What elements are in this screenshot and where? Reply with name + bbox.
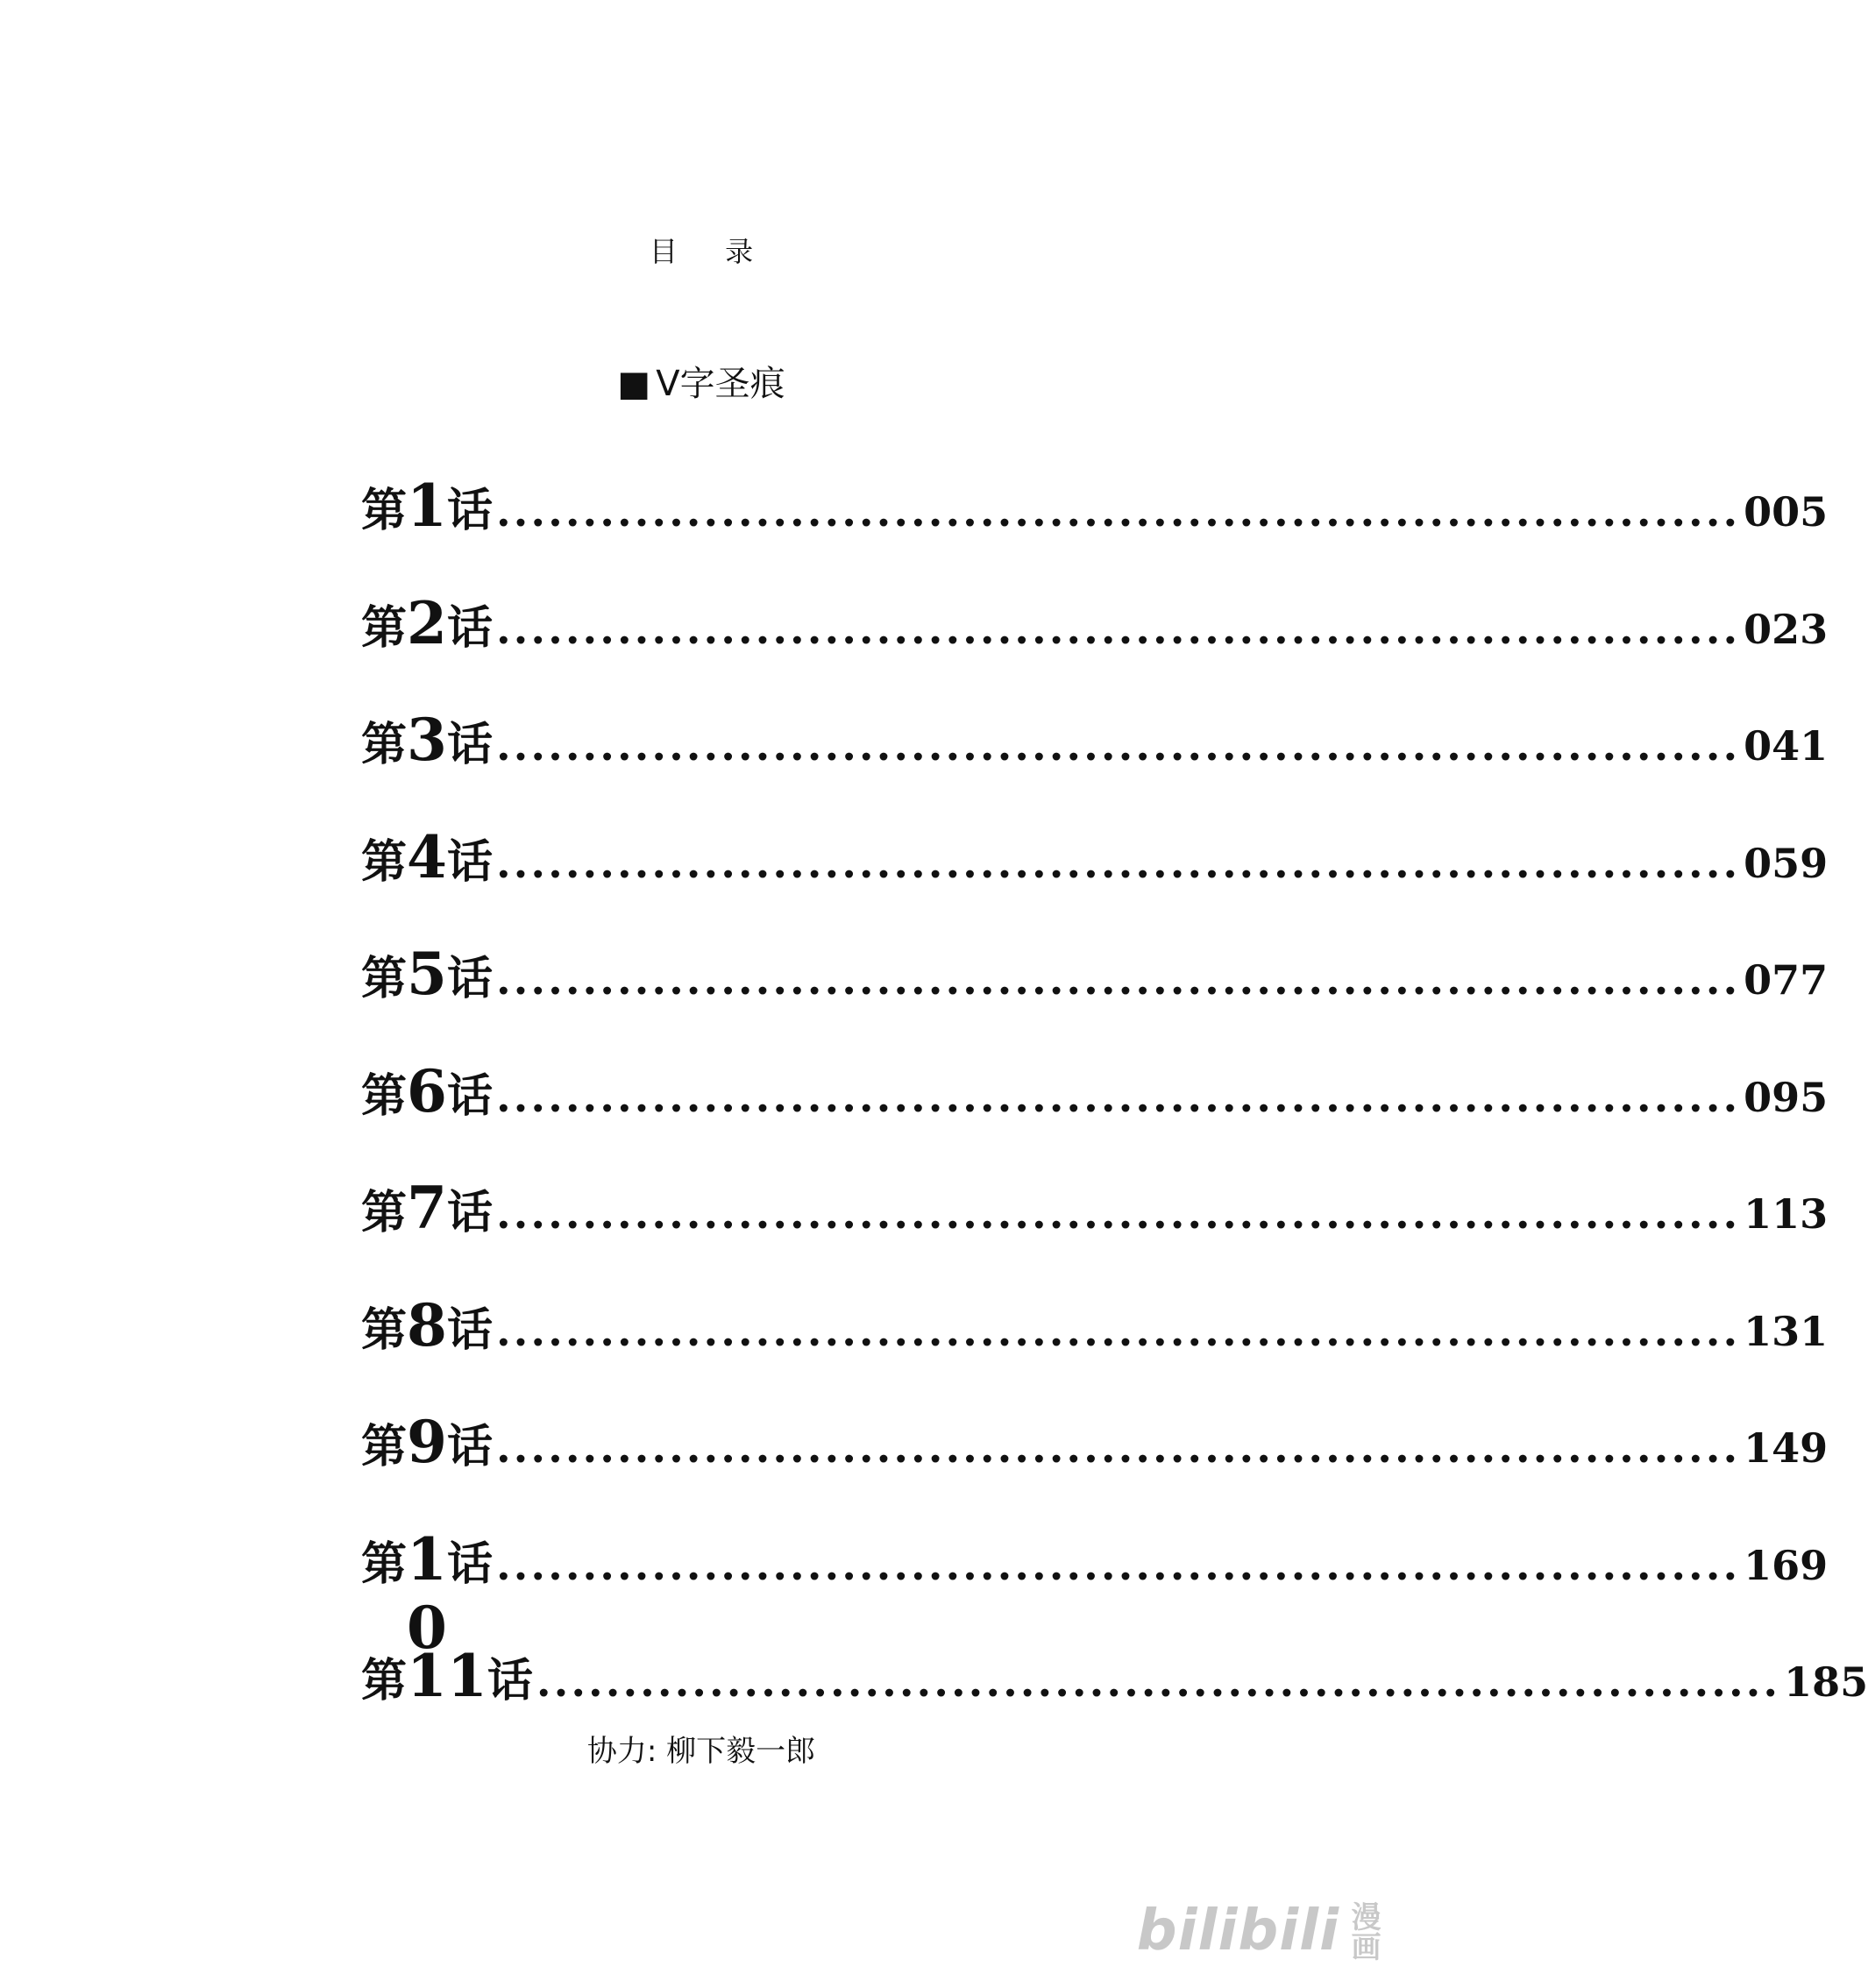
page-number: 005	[1744, 488, 1829, 536]
dot-leader: ........................................................................	[495, 838, 1741, 888]
page-number: 149	[1744, 1424, 1829, 1472]
manga-label: 漫画	[1346, 1901, 1381, 1961]
page-number: 059	[1744, 839, 1829, 887]
chapter-prefix: 第	[361, 952, 408, 1005]
chapter-prefix: 第	[361, 600, 408, 655]
dot-leader: ........................................................................	[495, 487, 1741, 536]
table-of-contents	[361, 472, 1868, 1759]
toc-entry[interactable]	[361, 706, 1829, 823]
chapter-suffix: 话	[446, 952, 493, 1005]
chapter-prefix: 第	[361, 1420, 408, 1473]
dot-leader: ........................................................................	[495, 955, 1741, 1005]
chapter-prefix: 第	[361, 834, 408, 889]
dot-leader: ........................................................................	[495, 1424, 1741, 1473]
chapter-prefix: 第	[361, 1537, 408, 1591]
chapter-number: 6	[407, 1056, 447, 1125]
dot-leader: ........................................................................	[536, 1658, 1781, 1707]
dot-leader: ........................................................................	[495, 1189, 1741, 1239]
chapter-suffix: 话	[446, 1186, 493, 1239]
chapter-suffix: 话	[446, 1303, 493, 1357]
section-title: V字圣痕	[656, 364, 785, 404]
toc-entry[interactable]	[361, 588, 1829, 706]
chapter-number: 3	[407, 706, 447, 774]
page-number: 169	[1744, 1541, 1829, 1589]
toc-entry[interactable]	[361, 1056, 1829, 1175]
chapter-number: 5	[407, 940, 447, 1008]
credit-line: 协力: 柳下毅一郎	[586, 1734, 816, 1769]
chapter-prefix: 第	[361, 1303, 408, 1357]
section-heading	[0, 356, 1403, 406]
toc-entry[interactable]	[361, 822, 1829, 941]
page-number: 185	[1784, 1658, 1868, 1706]
chapter-suffix: 话	[446, 1069, 493, 1123]
bilibili-watermark	[1137, 1899, 1380, 1963]
chapter-number: 8	[407, 1290, 447, 1360]
page-number: 041	[1744, 722, 1829, 770]
chapter-number: 7	[407, 1174, 447, 1242]
toc-entry[interactable]	[361, 472, 1829, 589]
chapter-number: 2	[407, 588, 447, 657]
chapter-suffix: 话	[446, 484, 493, 537]
chapter-prefix: 第	[361, 718, 408, 771]
chapter-prefix: 第	[361, 1069, 408, 1123]
bilibili-logo: bilibili	[1136, 1899, 1339, 1963]
toc-entry[interactable]	[361, 1290, 1829, 1409]
chapter-prefix: 第	[361, 484, 408, 537]
chapter-suffix: 话	[446, 600, 493, 655]
chapter-suffix: 话	[446, 718, 493, 771]
toc-entry[interactable]	[361, 1524, 1829, 1662]
toc-entry[interactable]	[361, 1174, 1829, 1291]
chapter-suffix: 话	[446, 1420, 493, 1473]
chapter-number: 1	[407, 472, 447, 540]
chapter-prefix: 第	[361, 1654, 408, 1708]
chapter-suffix: 话	[487, 1654, 533, 1708]
toc-entry[interactable]	[361, 1408, 1829, 1525]
square-marker-icon: ■	[617, 364, 651, 404]
dot-leader: ........................................................................	[495, 1540, 1741, 1590]
chapter-number: 9	[407, 1408, 447, 1476]
toc-entry[interactable]	[361, 940, 1829, 1057]
dot-leader: ........................................................................	[495, 1306, 1741, 1356]
chapter-number: 1 0	[407, 1524, 447, 1662]
dot-leader: ........................................................................	[495, 1072, 1741, 1122]
page-number: 023	[1744, 605, 1829, 653]
chapter-prefix: 第	[361, 1186, 408, 1239]
page-number: 131	[1744, 1307, 1829, 1355]
page-number: 113	[1744, 1190, 1829, 1238]
chapter-number: 11	[407, 1642, 487, 1710]
chapter-suffix: 话	[446, 834, 493, 889]
chapter-number: 4	[407, 822, 447, 891]
page-heading: 目 录	[649, 235, 773, 268]
chapter-suffix: 话	[446, 1537, 493, 1591]
page-number: 077	[1744, 956, 1829, 1004]
page-number: 095	[1744, 1073, 1829, 1121]
dot-leader: ........................................................................	[495, 604, 1741, 654]
dot-leader: ........................................................................	[495, 721, 1741, 770]
